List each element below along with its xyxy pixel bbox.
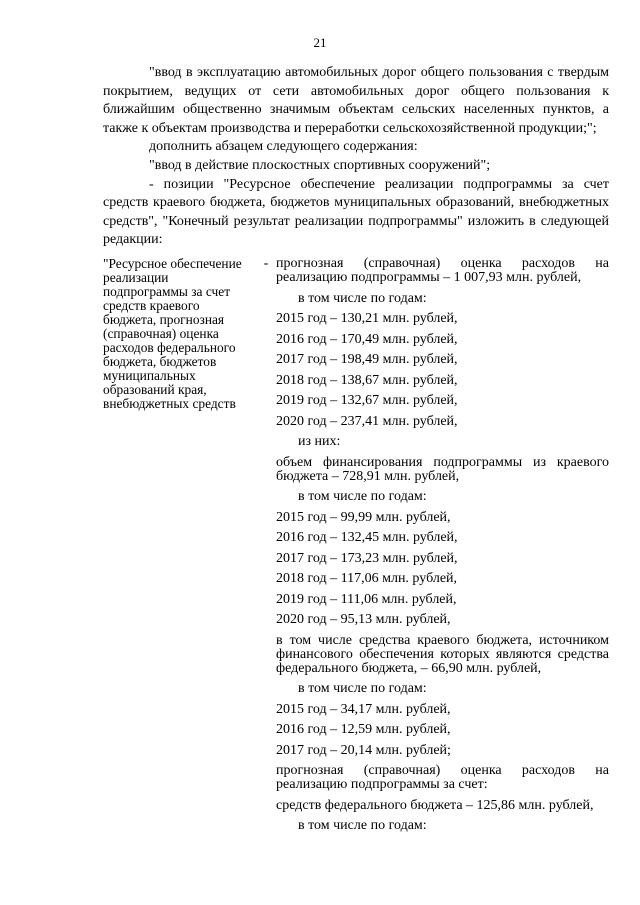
table-line: в том числе по годам:: [298, 489, 427, 504]
table-line: из них:: [298, 434, 341, 449]
paragraph: дополнить абзацем следующего содержания:: [149, 139, 418, 155]
table-line: 2017 год – 20,14 млн. рублей;: [276, 742, 451, 758]
table-line: 2020 год – 237,41 млн. рублей,: [276, 413, 458, 429]
paragraph: - позиции "Ресурсное обеспечение реализации подпрограммы за счет средств краевого бюджета, бюджетов муниципальных образований, внебюджетных средств", "Конечный результат реализации подпрограммы" изложить в следующей редакции:: [103, 176, 609, 248]
resource-table: [103, 257, 609, 840]
table-line: в том числе по годам:: [298, 681, 427, 696]
table-line: 2016 год – 12,59 млн. рублей,: [276, 722, 451, 737]
table-line: прогнозная (справочная) оценка расходов на реализацию подпрограммы за счет:: [276, 763, 609, 792]
table-line: 2020 год – 95,13 млн. рублей,: [276, 612, 451, 627]
table-line: 2016 год – 170,49 млн. рублей,: [276, 331, 458, 347]
table-line: в том числе по годам:: [298, 818, 427, 833]
table-line: 2016 год – 132,45 млн. рублей,: [276, 530, 458, 545]
paragraph: "ввод в действие плоскостных спортивных сооружений";: [149, 157, 491, 173]
table-right-column: [276, 257, 609, 840]
table-line: 2017 год – 173,23 млн. рублей,: [276, 550, 458, 566]
body-text: [103, 64, 609, 250]
table-line: 2015 год – 99,99 млн. рублей,: [276, 509, 451, 525]
table-left-label: "Ресурсное обеспечение реализации подпрограммы за счет средств краевого бюджета, прогнозная (справочная) оценка расходов федерального бюджета, бюджетов муниципальных образований края, внебюджетных средств: [103, 256, 242, 411]
table-line: 2019 год – 111,06 млн. рублей,: [276, 591, 457, 607]
table-line: 2019 год – 132,67 млн. рублей,: [276, 393, 458, 408]
table-line: 2017 год – 198,49 млн. рублей,: [276, 352, 458, 367]
page-number: 21: [313, 35, 327, 50]
table-line: средств федерального бюджета – 125,86 млн. рублей,: [276, 797, 594, 813]
paragraph: "ввод в эксплуатацию автомобильных дорог общего пользования с твердым покрытием, ведущих от сети автомобильных дорог общего пользования к ближайшим общественно значимым объектам сельских населенных пунктов, а также к объектам производства и переработки сельскохозяйственной продукции;";: [103, 65, 609, 136]
table-dash: -: [263, 256, 269, 271]
table-line: в том числе по годам:: [298, 290, 427, 306]
table-line: 2015 год – 130,21 млн. рублей,: [276, 311, 458, 326]
table-line: объем финансирования подпрограммы из краевого бюджета – 728,91 млн. рублей,: [276, 454, 609, 484]
table-line: 2018 год – 138,67 млн. рублей,: [276, 372, 458, 388]
table-line: 2018 год – 117,06 млн. рублей,: [276, 571, 458, 586]
table-line: 2015 год – 34,17 млн. рублей,: [276, 701, 451, 717]
table-line: в том числе средства краевого бюджета, источником финансового обеспечения которых являются средства федерального бюджета, – 66,90 млн. рублей,: [276, 632, 609, 676]
table-line: прогнозная (справочная) оценка расходов на реализацию подпрограммы – 1 007,93 млн. рублей,: [276, 256, 609, 285]
